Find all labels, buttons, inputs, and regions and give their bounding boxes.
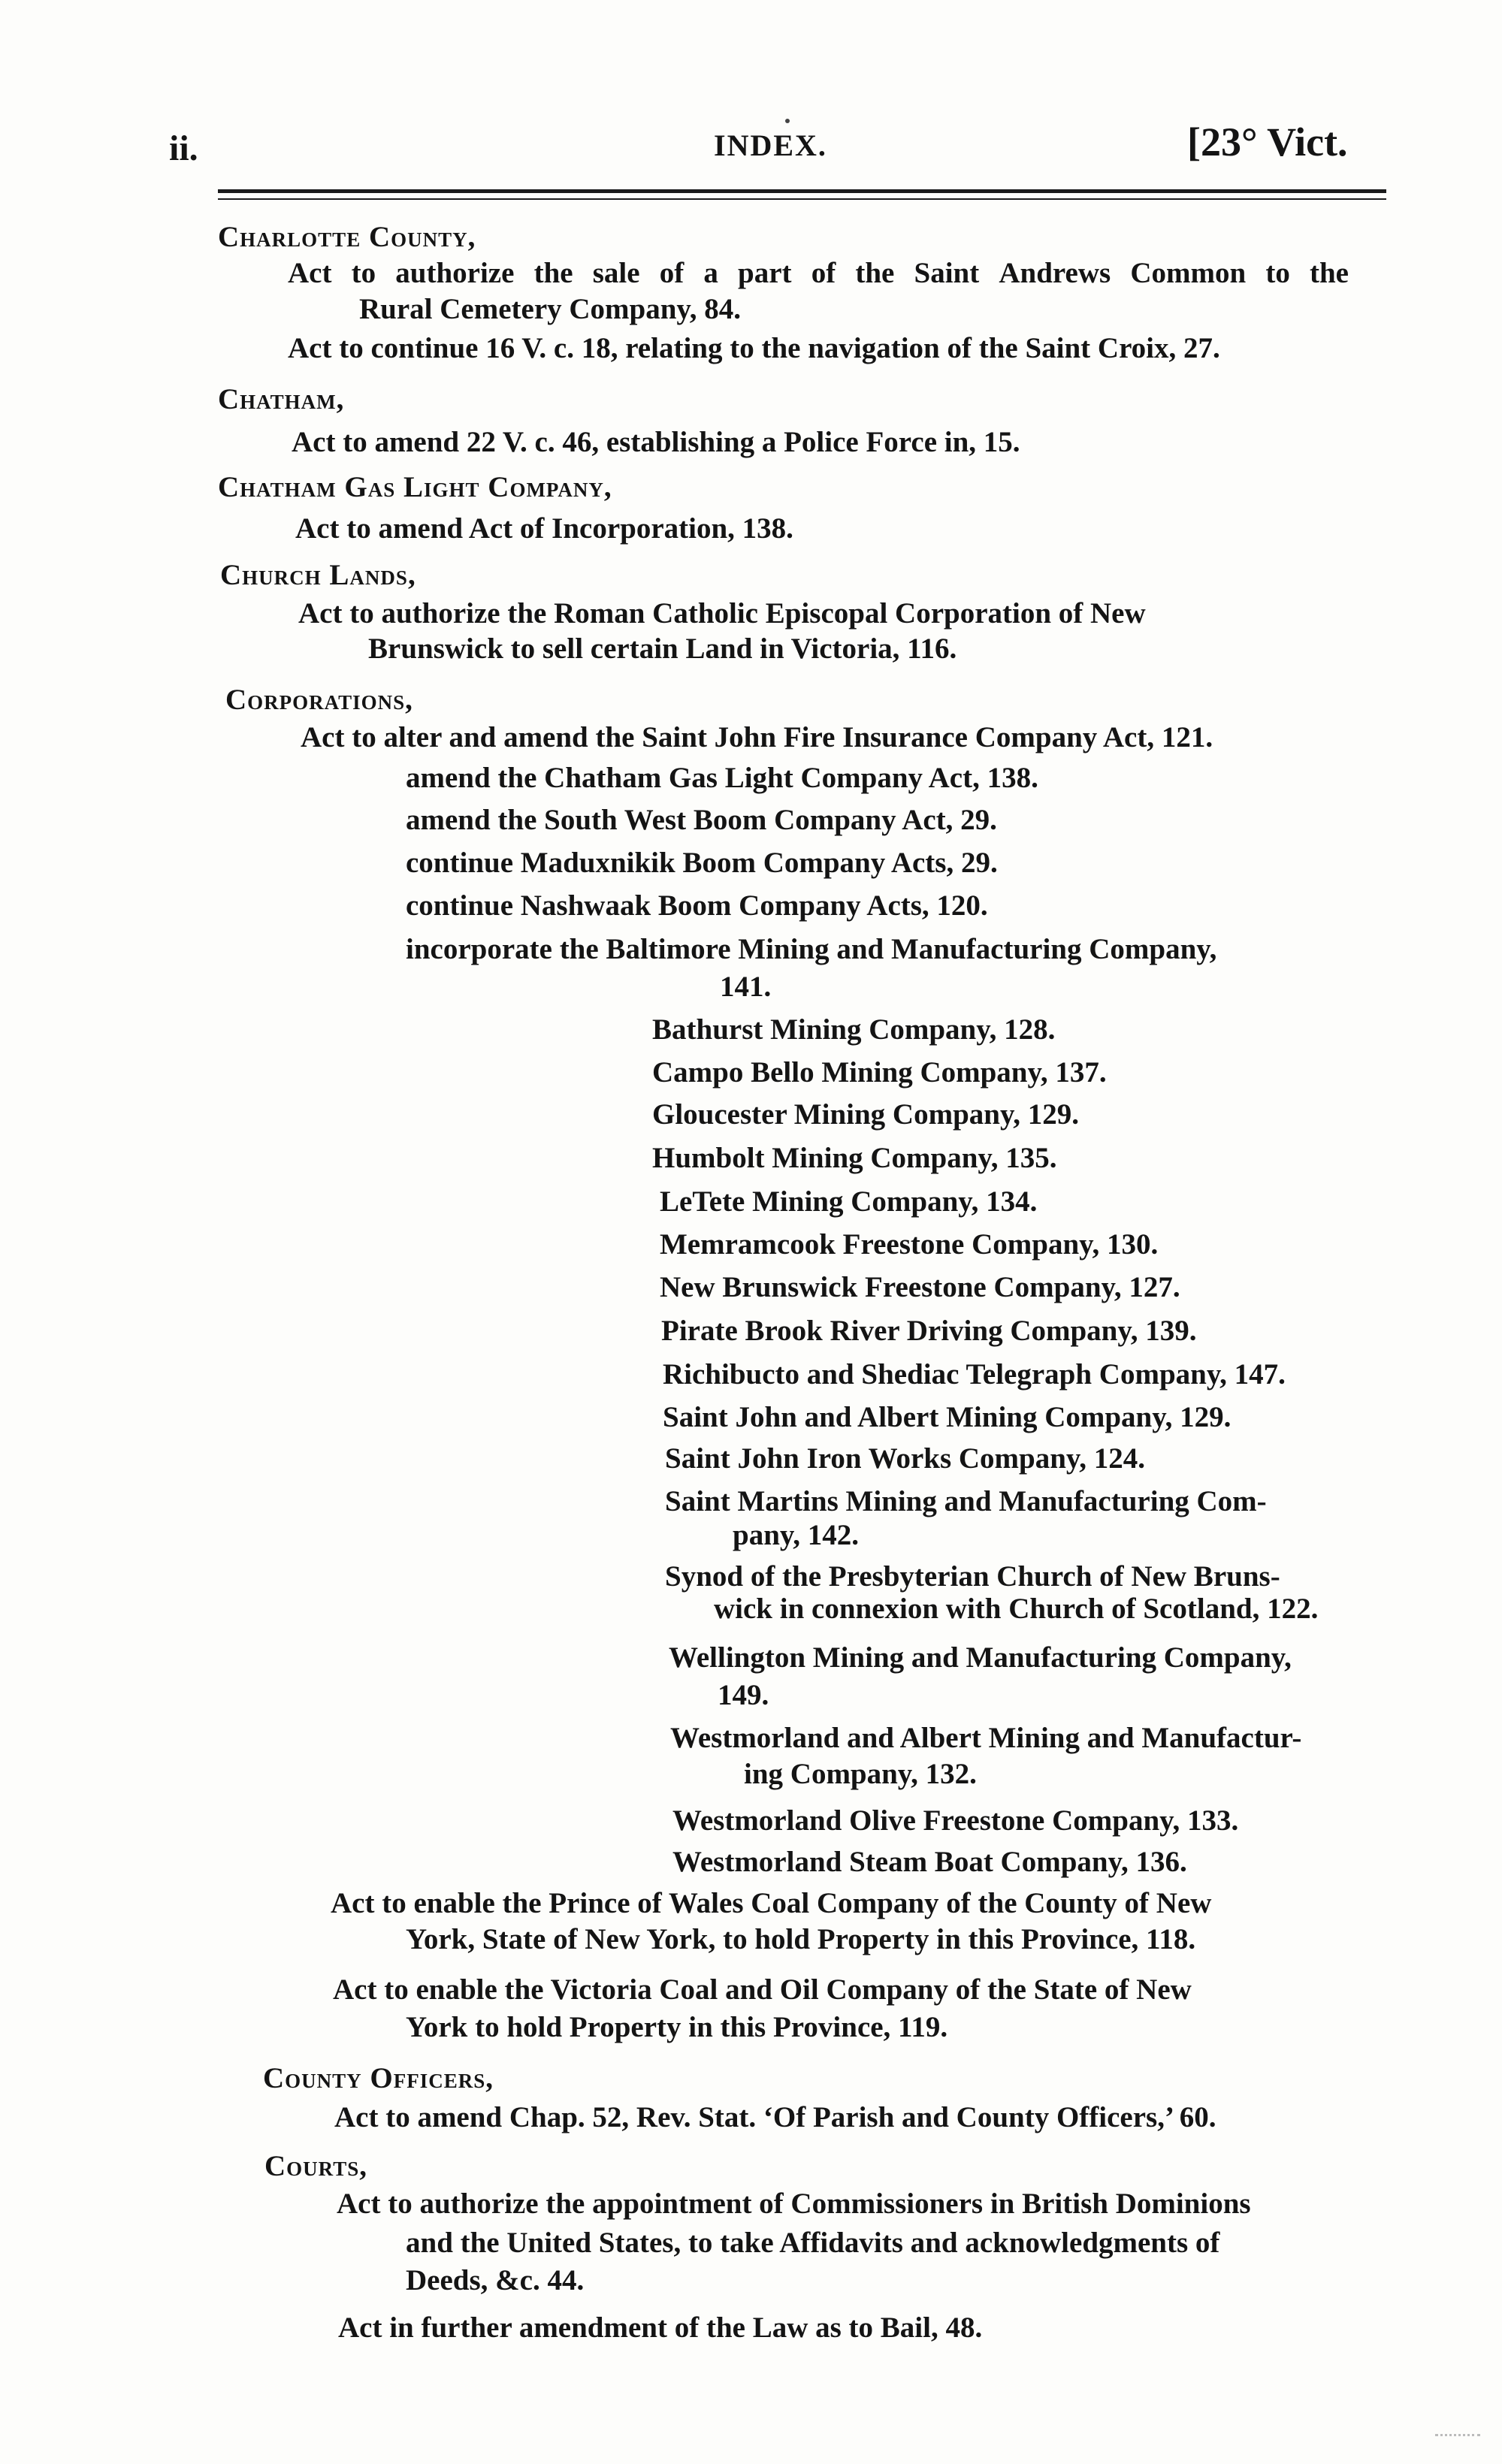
entry-line: York, State of New York, to hold Property in this Province, 118. <box>406 1923 1196 1955</box>
entry-line: Westmorland Steam Boat Company, 136. <box>672 1846 1187 1878</box>
entry-line: amend the Chatham Gas Light Company Act, 138. <box>406 762 1038 794</box>
heading-courts: Courts, <box>264 2150 367 2182</box>
entry-line: New Brunswick Freestone Company, 127. <box>660 1271 1180 1303</box>
entry-line: Act to authorize the sale of a part of the Saint Andrews Common to the <box>288 257 1349 289</box>
entry-line: Act in further amendment of the Law as to Bail, 48. <box>338 2312 983 2344</box>
entry-line: Saint John Iron Works Company, 124. <box>665 1442 1146 1475</box>
header-rule-thin <box>218 198 1386 200</box>
entry-line: LeTete Mining Company, 134. <box>660 1185 1038 1218</box>
entry-line: continue Nashwaak Boom Company Acts, 120. <box>406 889 988 922</box>
running-title: INDEX. <box>714 128 827 162</box>
entry-line: Act to amend 22 V. c. 46, establishing a Police Force in, 15. <box>292 426 1020 458</box>
page-header <box>0 113 1502 173</box>
entry-line: Act to alter and amend the Saint John Fire Insurance Company Act, 121. <box>301 721 1213 753</box>
entry-line: York to hold Property in this Province, 119. <box>406 2011 948 2043</box>
entry-line: Act to enable the Prince of Wales Coal Company of the County of New <box>331 1887 1212 1919</box>
entry-line: Westmorland and Albert Mining and Manufactur- <box>670 1722 1302 1754</box>
entry-line: Deeds, &c. 44. <box>406 2264 585 2296</box>
entry-line: Richibucto and Shediac Telegraph Company, 147. <box>663 1358 1286 1391</box>
entry-line: pany, 142. <box>733 1519 859 1551</box>
entry-line: Campo Bello Mining Company, 137. <box>652 1056 1107 1089</box>
entry-line: Synod of the Presbyterian Church of New Bruns- <box>665 1560 1280 1593</box>
entry-line: Act to authorize the Roman Catholic Episcopal Corporation of New <box>298 597 1146 630</box>
heading-chatham-gas-light-company: Chatham Gas Light Company, <box>218 471 612 503</box>
entry-line: Bathurst Mining Company, 128. <box>652 1013 1056 1046</box>
entry-line: Wellington Mining and Manufacturing Company, <box>669 1641 1292 1674</box>
entry-line: and the United States, to take Affidavits and acknowledgments of <box>406 2227 1220 2259</box>
heading-chatham: Chatham, <box>218 383 345 415</box>
entry-line: Gloucester Mining Company, 129. <box>652 1098 1080 1131</box>
entry-line: 149. <box>718 1679 769 1711</box>
entry-line: continue Maduxnikik Boom Company Acts, 29. <box>406 847 998 879</box>
entry-line: Saint Martins Mining and Manufacturing Com- <box>665 1485 1267 1517</box>
heading-church-lands: Church Lands, <box>220 559 416 591</box>
entry-line: Brunswick to sell certain Land in Victoria, 116. <box>368 633 957 665</box>
entry-line: Rural Cemetery Company, 84. <box>359 293 742 325</box>
entry-line: 141. <box>720 971 772 1003</box>
heading-county-officers: County Officers, <box>263 2062 494 2094</box>
entry-line: Act to enable the Victoria Coal and Oil Company of the State of New <box>333 1973 1192 2006</box>
header-rule-thick <box>218 189 1386 193</box>
heading-corporations: Corporations, <box>225 684 413 716</box>
entry-line: Act to continue 16 V. c. 18, relating to the navigation of the Saint Croix, 27. <box>288 332 1220 364</box>
scan-mark <box>1435 2434 1480 2441</box>
entry-line: Memramcook Freestone Company, 130. <box>660 1228 1159 1261</box>
entry-line: Act to authorize the appointment of Commissioners in British Dominions <box>337 2188 1251 2220</box>
entry-line: Act to amend Act of Incorporation, 138. <box>295 512 793 545</box>
entry-line: ing Company, 132. <box>744 1758 977 1790</box>
page-number: ii. <box>169 128 198 168</box>
regnal-year: [23° Vict. <box>1187 119 1348 165</box>
entry-line: wick in connexion with Church of Scotland, 122. <box>714 1593 1319 1625</box>
ink-dot <box>785 119 790 123</box>
entry-line: Pirate Brook River Driving Company, 139. <box>661 1315 1197 1347</box>
entry-line: Saint John and Albert Mining Company, 129. <box>663 1401 1232 1433</box>
heading-charlotte-county: Charlotte County, <box>218 221 476 253</box>
entry-line: incorporate the Baltimore Mining and Manufacturing Company, <box>406 933 1217 965</box>
entry-line: Humbolt Mining Company, 135. <box>652 1142 1057 1174</box>
entry-line: amend the South West Boom Company Act, 29. <box>406 804 997 836</box>
entry-line: Act to amend Chap. 52, Rev. Stat. ‘Of Parish and County Officers,’ 60. <box>334 2101 1216 2133</box>
entry-line: Westmorland Olive Freestone Company, 133. <box>672 1804 1239 1837</box>
